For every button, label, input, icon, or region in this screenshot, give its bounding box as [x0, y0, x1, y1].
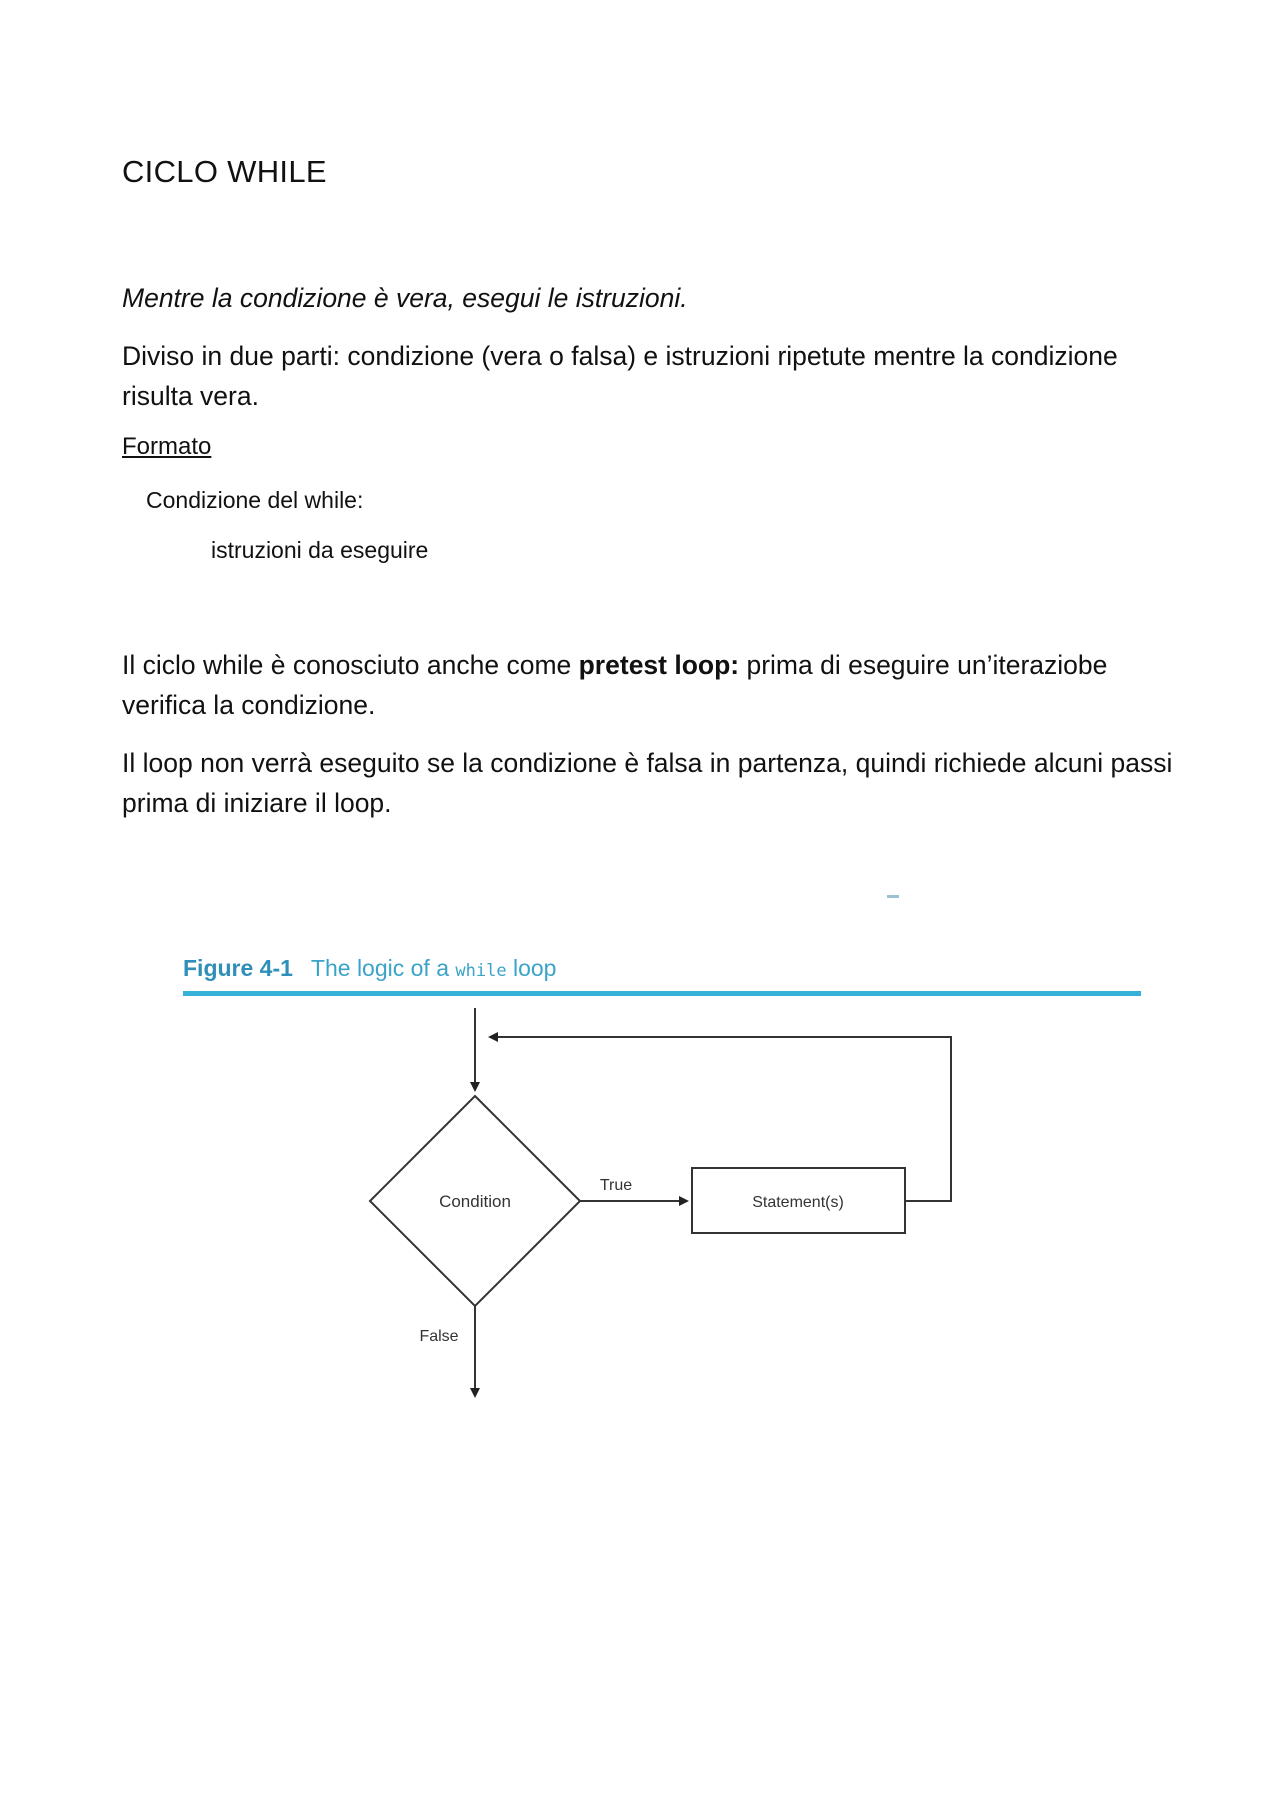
- statements-label: Statement(s): [752, 1194, 844, 1211]
- format-condition-line: Condizione del while:: [146, 487, 364, 513]
- figure-number: Figure 4-1: [183, 955, 293, 981]
- page-title: CICLO WHILE: [122, 154, 327, 189]
- figure-caption-text-before: The logic of a: [310, 955, 456, 981]
- format-statements-line: istruzioni da eseguire: [211, 537, 429, 563]
- condition-label: Condition: [439, 1192, 511, 1211]
- false-label: False: [419, 1328, 459, 1345]
- pretest-loop-term: pretest loop:: [578, 650, 740, 680]
- figure-caption-code: while: [455, 961, 507, 981]
- pretest-text-before: Il ciclo while è conosciuto anche come: [122, 650, 579, 680]
- format-label: Formato: [122, 433, 212, 460]
- description-paragraph: Diviso in due parti: condizione (vera o falsa) e istruzioni ripetute mentre la condizione risulta vera.: [122, 341, 1118, 411]
- figure-caption-text-after: loop: [506, 955, 557, 981]
- intro-sentence: Mentre la condizione è vera, esegui le istruzioni.: [122, 283, 688, 313]
- true-label: True: [599, 1177, 633, 1194]
- pretest-text-after: prima di eseguire un’iteraziobe verifica la condizione.: [122, 650, 1108, 720]
- loop-note-paragraph: Il loop non verrà eseguito se la condizione è falsa in partenza, quindi richiede alcuni passi prima di iniziare il loop.: [122, 748, 1173, 818]
